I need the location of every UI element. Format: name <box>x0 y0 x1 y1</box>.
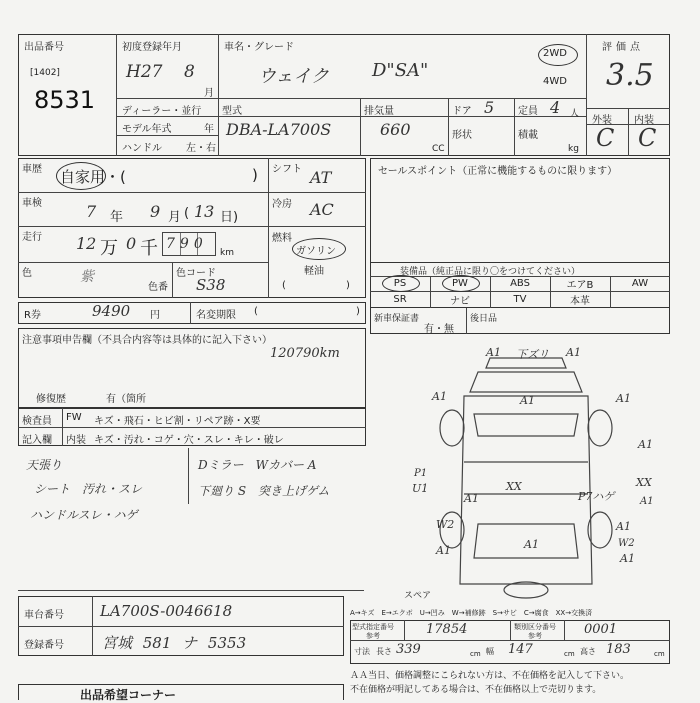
person-unit: 人 <box>570 109 580 119</box>
ac-label: 冷房 <box>272 199 292 210</box>
damage-legend: A→キズ E→エクボ U→凹み W→補修跡 S→サビ C→腐食 XX→交換済 <box>350 609 593 617</box>
load-label: 積載 <box>518 130 538 141</box>
dmg-mark-19: W2 <box>618 538 635 549</box>
model-label: 型式 <box>222 106 242 117</box>
equip-pw-circle <box>442 275 480 292</box>
km-unit: km <box>220 248 234 258</box>
mileage-b: 0 <box>126 234 137 253</box>
handle-label: ハンドル <box>122 143 162 154</box>
overall-score: 3.5 <box>606 58 654 93</box>
sen-unit: 千 <box>140 238 158 259</box>
mileage-label: 走行 <box>22 232 42 243</box>
shaken-day-open: ( <box>184 206 190 221</box>
exterior-label: 外装 <box>592 115 612 126</box>
dims-label: 寸法 <box>354 647 370 656</box>
reg-value: 宮城 581 ナ 5353 <box>102 634 247 652</box>
color-label: 色 <box>22 268 32 279</box>
seats-label: 定員 <box>518 106 538 117</box>
ac-value: AC <box>310 200 334 219</box>
lot-label: 出品番号 <box>24 42 64 53</box>
drive-2wd: 2WD <box>543 48 567 59</box>
car-name: ウェイク <box>258 66 329 87</box>
year-unit: 年 <box>204 124 214 135</box>
int-label: 内装 <box>66 435 86 446</box>
fixed-price-label: 型式指定番号 <box>352 623 394 631</box>
equip-title: 装備品（純正品に限り〇をつけてください） <box>400 267 581 277</box>
dmg-mark-13: XX <box>636 476 652 489</box>
wid-label: 幅 <box>486 647 494 656</box>
aa-note-2: 不在価格が明記してある場合は、不在価格以上で売切ります。 <box>350 685 602 695</box>
fuel-paren-open: ( <box>282 280 286 291</box>
dmg-mark-18: A1 <box>616 520 631 533</box>
dmg-mark-7: A1 <box>638 438 653 451</box>
shift-label: シフト <box>272 164 302 175</box>
dmg-mark-20: A1 <box>620 552 635 565</box>
footer-title: 出品希望コーナー <box>80 688 177 702</box>
entry-label: 記入欄 <box>22 435 52 446</box>
recycle-unit: 円 <box>150 310 160 321</box>
equip-leather: 本革 <box>570 296 590 307</box>
chassis-value: LA700S-0046618 <box>100 602 233 620</box>
color-code-label: 色コード <box>176 268 216 279</box>
hgt-label: 高さ <box>580 647 596 656</box>
interior-grade: C <box>638 124 657 152</box>
model-year-label: モデル年式 <box>122 124 172 135</box>
door-value: 5 <box>484 98 495 117</box>
equip-ps-circle <box>382 275 420 292</box>
equip-aw: AW <box>631 278 649 289</box>
fw-label: FW <box>66 412 82 423</box>
lot-number: 8531 <box>34 86 96 114</box>
lot-small: [1402] <box>30 68 60 78</box>
kg-unit: kg <box>568 144 579 154</box>
dmg-mark-5: A1 <box>520 394 535 407</box>
hand-note-5: 下廻り S 突き上げゲム <box>198 484 330 498</box>
recycle-label: R券 <box>24 310 41 321</box>
equip-pw: PW <box>452 278 468 289</box>
equip-abs: ABS <box>510 278 530 289</box>
nc-close: ) <box>356 306 360 317</box>
dealer-label: ディーラー・並行 <box>122 106 202 117</box>
len-value: 339 <box>396 642 421 657</box>
shaken-year-unit: 年 <box>110 210 124 225</box>
dmg-mark-14: A1 <box>640 496 654 507</box>
hand-note-2: シート 汚れ・スレ <box>34 482 143 496</box>
nc-open: ( <box>254 306 258 317</box>
shaken-day-unit: 日) <box>220 210 239 225</box>
warranty-label: 新車保証書 <box>374 314 420 324</box>
class-value: 0001 <box>584 622 618 637</box>
exterior-grade: C <box>596 124 615 152</box>
first-reg-month: 8 <box>184 62 195 82</box>
color-value: 紫 <box>80 269 94 285</box>
displacement-value: 660 <box>380 120 411 139</box>
history-value: 自家用・( <box>60 168 126 186</box>
recycle-frame <box>18 302 366 324</box>
repair-label: 修復歴 <box>36 394 66 405</box>
dmg-mark-10: A1 <box>464 492 479 505</box>
car-diagram <box>412 344 668 604</box>
score-label: 評価点 <box>602 42 644 53</box>
dmg-mark-9: U1 <box>412 482 429 495</box>
dmg-mark-6: A1 <box>616 392 631 405</box>
equip-tv: TV <box>513 294 527 305</box>
aa-note-1: ＡＡ当日、価格調整にこられない方は、不在価格を記入して下さい。 <box>350 671 630 681</box>
rear-label: 後日品 <box>470 314 498 324</box>
mileage-a: 12 <box>76 234 97 253</box>
dmg-mark-4: A1 <box>432 390 447 403</box>
fuel-value: ガソリン <box>296 246 336 257</box>
spare-label: スペア <box>404 591 432 601</box>
fuel-label: 燃料 <box>272 233 292 244</box>
fuel-paren-close: ) <box>346 280 350 291</box>
man-unit: 万 <box>100 238 118 259</box>
class-label: 類別区分番号 <box>514 623 556 631</box>
dmg-mark-3: A1 <box>566 346 581 359</box>
selling-title: セールスポイント（正常に機能するものに限ります） <box>378 166 618 177</box>
wid-unit: cm <box>564 650 575 658</box>
wid-value: 147 <box>508 642 533 657</box>
footer-frame <box>18 684 344 700</box>
interior-label: 内装 <box>634 115 654 126</box>
repair-value: 有（箇所 <box>106 394 146 405</box>
hgt-value: 183 <box>606 642 631 657</box>
history-label: 車歴 <box>22 164 42 175</box>
shift-value: AT <box>310 168 332 187</box>
hand-note-3: ハンドルスレ・ハゲ <box>30 508 138 522</box>
hand-note-4: Dミラー Wカバー A <box>198 458 317 472</box>
dmg-mark-1: A1 <box>486 346 501 359</box>
month-unit: 月 <box>204 88 214 99</box>
handle-options: 左・右 <box>186 143 216 154</box>
len-label: 長さ <box>376 647 392 656</box>
name-change-label: 名変期限 <box>196 310 236 321</box>
recycle-value: 9490 <box>92 302 131 320</box>
int-items: キズ・汚れ・コゲ・穴・スレ・キレ・破レ <box>94 435 284 446</box>
dmg-mark-17: A1 <box>436 544 451 557</box>
first-reg-label: 初度登録年月 <box>122 42 182 53</box>
dmg-mark-16: A1 <box>524 538 539 551</box>
dmg-mark-8: P1 <box>414 468 428 479</box>
dmg-mark-2: 下ズリ <box>516 348 549 361</box>
len-unit: cm <box>470 650 481 658</box>
shaken-year: 7 <box>86 202 97 221</box>
dmg-mark-11: XX <box>506 480 522 493</box>
shaken-day: 13 <box>194 202 215 221</box>
history-close: ) <box>252 166 258 184</box>
shaken-label: 車検 <box>22 198 42 209</box>
class-sub: 参考 <box>528 632 542 640</box>
hand-note-1: 天張り <box>26 458 63 472</box>
notes-title: 注意事項申告欄（不具合内容等は具体的に記入下さい） <box>22 335 272 346</box>
inspector-label: 検査員 <box>22 416 52 427</box>
color-code: S38 <box>196 276 226 294</box>
car-grade: D"SA" <box>372 60 429 81</box>
chassis-label: 車台番号 <box>24 610 64 621</box>
door-label: ドア <box>452 106 472 117</box>
fw-items: キズ・飛石・ヒビ割・リペア跡・X要 <box>94 416 261 427</box>
shape-label: 形状 <box>452 130 472 141</box>
drive-4wd: 4WD <box>543 76 567 87</box>
equip-navi: ナビ <box>450 296 470 307</box>
warranty-value: 有・無 <box>424 324 454 335</box>
name-grade-label: 車名・グレード <box>224 42 294 53</box>
dmg-mark-12: P7ハゲ <box>578 490 615 503</box>
equip-airbag: エアB <box>566 280 594 291</box>
model-code: DBA-LA700S <box>226 120 332 139</box>
displacement-label: 排気量 <box>364 106 394 117</box>
dmg-mark-15: W2 <box>436 518 455 531</box>
reg-label: 登録番号 <box>24 640 64 651</box>
equip-ps: PS <box>393 278 407 289</box>
fixed-price-value: 17854 <box>426 622 468 637</box>
equip-sr: SR <box>393 294 407 305</box>
mileage-c: 790 <box>166 236 208 252</box>
fixed-price-sub: 参考 <box>366 632 380 640</box>
fuel-light: 軽油 <box>304 266 324 277</box>
first-reg-year: H27 <box>126 62 163 82</box>
seats-value: 4 <box>550 98 561 117</box>
shaken-month: 9 <box>150 202 161 221</box>
color-no-label: 色番 <box>148 282 168 293</box>
cc-unit: CC <box>432 144 445 154</box>
shaken-month-unit: 月 <box>168 210 182 225</box>
notes-mileage: 120790km <box>270 346 340 361</box>
hgt-unit: cm <box>654 650 665 658</box>
